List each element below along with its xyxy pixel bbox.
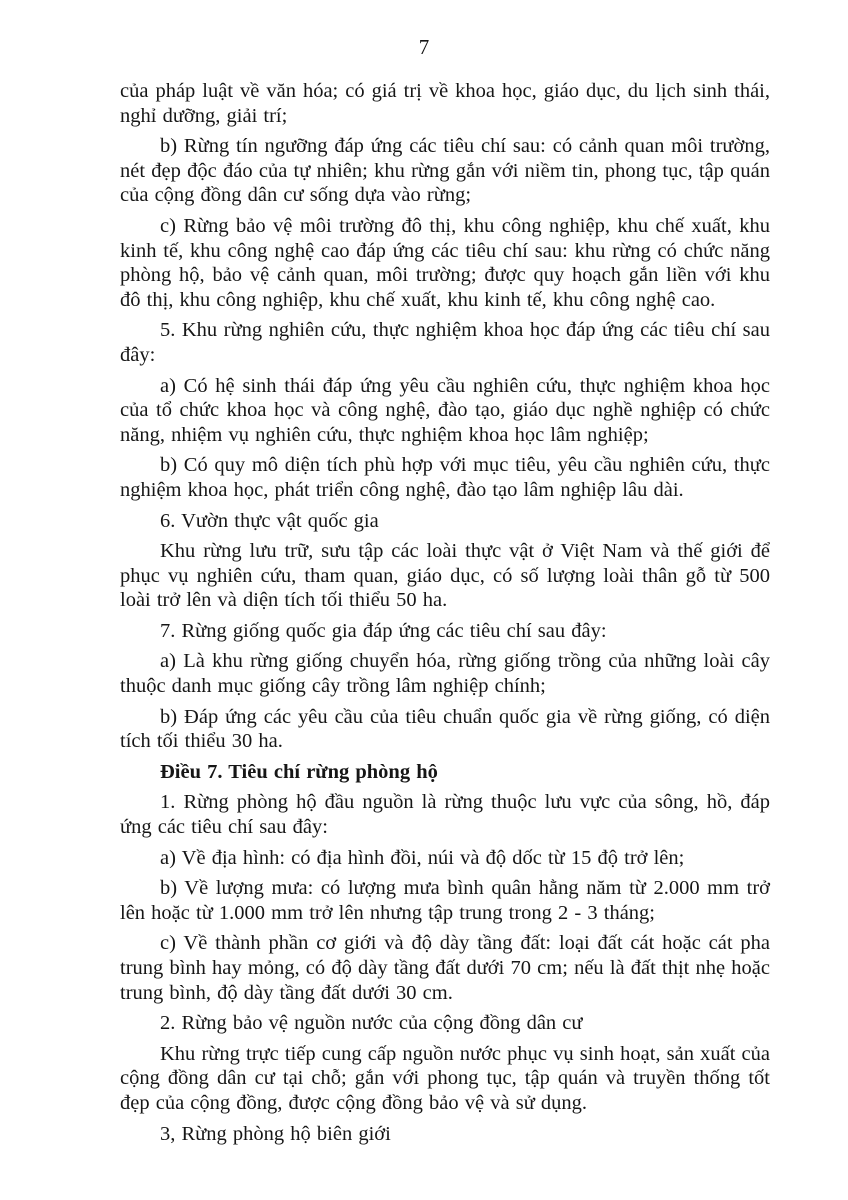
paragraph: Khu rừng lưu trữ, sưu tập các loài thực vật ở Việt Nam và thế giới để phục vụ nghiên cứu, tham quan, giáo dục, có số lượng loài thân gỗ từ 500 loài trở lên và diện tích tối thiểu 50 ha. [120,540,770,612]
page-number: 7 [418,35,430,59]
paragraph: b) Đáp ứng các yêu cầu của tiêu chuẩn quốc gia về rừng giống, có diện tích tối thiểu 30 ha. [120,705,770,753]
paragraph: a) Về địa hình: có địa hình đồi, núi và độ dốc từ 15 độ trở lên; [160,846,685,869]
paragraph: 2. Rừng bảo vệ nguồn nước của cộng đồng dân cư [160,1012,583,1035]
paragraph: của pháp luật về văn hóa; có giá trị về khoa học, giáo dục, du lịch sinh thái, nghỉ dưỡng, giải trí; [120,80,770,127]
paragraph: Khu rừng trực tiếp cung cấp nguồn nước phục vụ sinh hoạt, sản xuất của cộng đồng dân cư tại chỗ; gắn với phong tục, tập quán và truyền thống tốt đẹp của cộng đồng, được cộng đồng bảo vệ và sử dụng. [120,1042,770,1114]
paragraph: 7. Rừng giống quốc gia đáp ứng các tiêu chí sau đây: [160,619,607,642]
paragraph: c) Rừng bảo vệ môi trường đô thị, khu công nghiệp, khu chế xuất, khu kinh tế, khu công nghệ cao đáp ứng các tiêu chí sau: khu rừng có chức năng phòng hộ, bảo vệ cảnh quan, môi trường; được quy hoạch gắn liền với khu đô thị, khu công nghiệp, khu chế xuất, khu kinh tế, khu công nghệ cao. [120,214,770,311]
paragraph: 1. Rừng phòng hộ đầu nguồn là rừng thuộc lưu vực của sông, hồ, đáp ứng các tiêu chí sau đây: [120,791,770,839]
paragraph: b) Về lượng mưa: có lượng mưa bình quân hằng năm từ 2.000 mm trở lên hoặc từ 1.000 mm trở lên nhưng tập trung trong 2 - 3 tháng; [120,877,770,924]
paragraph: 6. Vườn thực vật quốc gia [160,509,379,532]
paragraph: 5. Khu rừng nghiên cứu, thực nghiệm khoa học đáp ứng các tiêu chí sau đây: [120,319,770,366]
paragraph: b) Có quy mô diện tích phù hợp với mục tiêu, yêu cầu nghiên cứu, thực nghiệm khoa học, phát triển công nghệ, đào tạo lâm nghiệp lâu dài. [120,454,770,501]
article-heading: Điều 7. Tiêu chí rừng phòng hộ [160,760,438,783]
paragraph: b) Rừng tín ngưỡng đáp ứng các tiêu chí sau: có cảnh quan môi trường, nét đẹp độc đáo của tự nhiên; khu rừng gắn với niềm tin, phong tục, tập quán của cộng đồng dân cư sống dựa vào rừng; [120,135,770,207]
paragraph: a) Có hệ sinh thái đáp ứng yêu cầu nghiên cứu, thực nghiệm khoa học của tổ chức khoa học và công nghệ, đào tạo, giáo dục nghề nghiệp có chức năng, nhiệm vụ nghiên cứu, thực nghiệm khoa học lâm nghiệp; [120,374,770,446]
paragraph: a) Là khu rừng giống chuyển hóa, rừng giống trồng của những loài cây thuộc danh mục giống cây trồng lâm nghiệp chính; [120,650,770,698]
paragraph: 3, Rừng phòng hộ biên giới [160,1122,391,1145]
document-body [120,79,770,1152]
paragraph: c) Về thành phần cơ giới và độ dày tầng đất: loại đất cát hoặc cát pha trung bình hay mỏng, có độ dày tầng đất dưới 70 cm; nếu là đất thịt nhẹ hoặc trung bình, độ dày tầng đất dưới 30 cm. [120,932,770,1004]
